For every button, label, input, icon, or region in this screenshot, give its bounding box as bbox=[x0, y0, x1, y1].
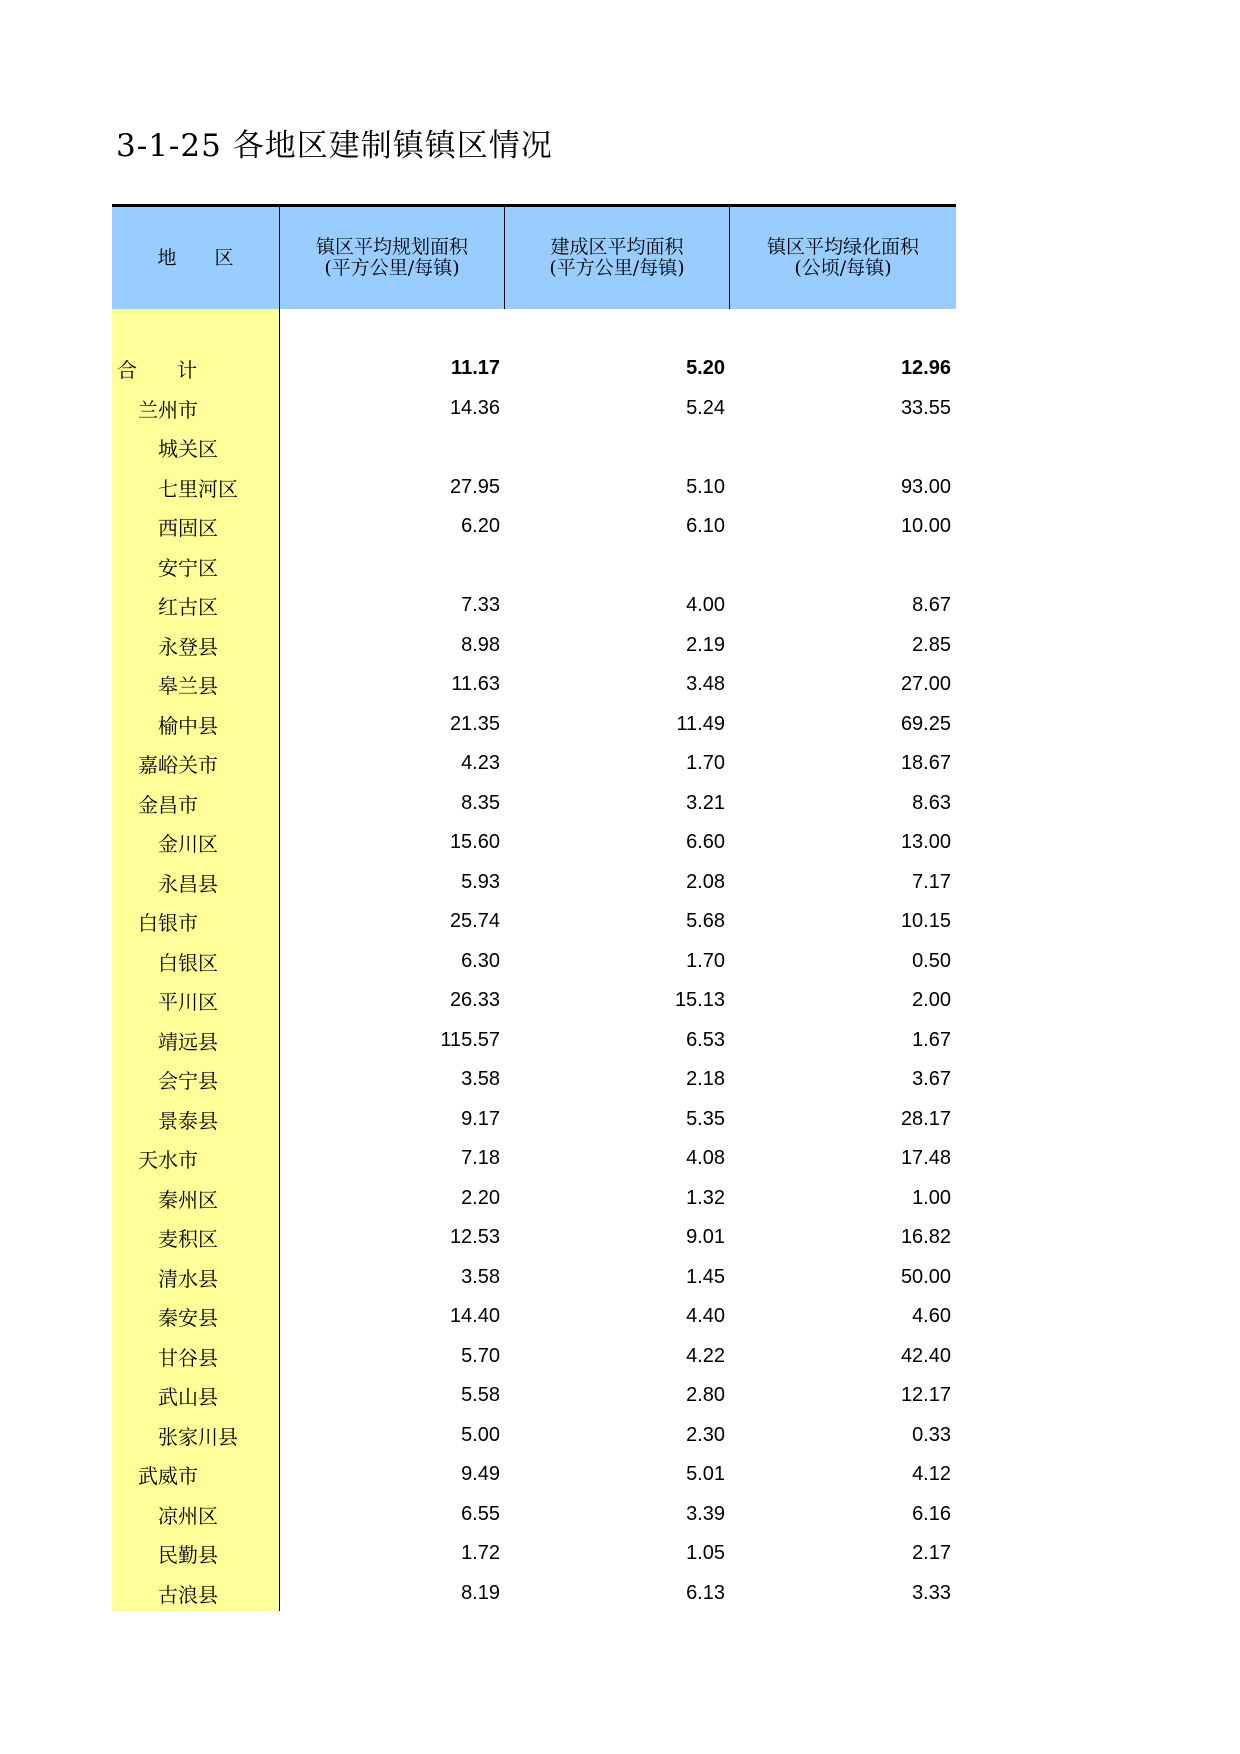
built-area-value: 5.10 bbox=[686, 475, 725, 498]
header-green-area bbox=[730, 207, 956, 309]
header-region-label: 地 区 bbox=[157, 246, 234, 269]
table-row bbox=[112, 863, 956, 903]
header-planned-area-line1: 镇区平均规划面积 bbox=[315, 236, 468, 258]
green-area-value: 10.15 bbox=[900, 910, 951, 933]
built-area-value: 3.39 bbox=[686, 1502, 725, 1525]
header-green-area-line2: (公顷/每镇) bbox=[794, 257, 892, 279]
planned-area-value: 7.18 bbox=[461, 1147, 500, 1170]
green-area-value: 12.96 bbox=[900, 357, 951, 380]
green-area-value: 8.67 bbox=[912, 594, 951, 617]
table-row bbox=[112, 981, 956, 1021]
green-area-value: 0.33 bbox=[912, 1423, 951, 1446]
header-planned-area bbox=[280, 207, 505, 309]
planned-area-value: 14.40 bbox=[449, 1305, 500, 1328]
built-area-value: 4.40 bbox=[686, 1305, 725, 1328]
planned-area-value: 11.63 bbox=[451, 673, 500, 696]
built-area-value: 1.05 bbox=[686, 1542, 725, 1565]
built-area-value: 2.18 bbox=[686, 1068, 725, 1091]
table-row bbox=[112, 1416, 956, 1456]
table-row bbox=[112, 1297, 956, 1337]
region-name: 清水县 bbox=[158, 1266, 218, 1291]
planned-area-value: 5.70 bbox=[461, 1344, 500, 1367]
region-name: 甘谷县 bbox=[158, 1345, 218, 1370]
region-name: 嘉峪关市 bbox=[138, 753, 218, 778]
region-name: 永昌县 bbox=[158, 871, 218, 896]
region-name: 会宁县 bbox=[158, 1069, 218, 1094]
region-name: 安宁区 bbox=[158, 555, 218, 580]
planned-area-value: 8.98 bbox=[461, 633, 500, 656]
planned-area-value: 12.53 bbox=[449, 1226, 500, 1249]
green-area-value: 42.40 bbox=[900, 1344, 951, 1367]
table-row bbox=[112, 1060, 956, 1100]
region-name: 张家川县 bbox=[158, 1424, 238, 1449]
planned-area-value: 8.35 bbox=[461, 791, 500, 814]
table-row bbox=[112, 784, 956, 824]
table-row bbox=[112, 428, 956, 468]
region-name: 民勤县 bbox=[158, 1543, 218, 1568]
planned-area-value: 8.19 bbox=[461, 1581, 500, 1604]
green-area-value: 2.85 bbox=[912, 633, 951, 656]
green-area-value: 18.67 bbox=[900, 752, 951, 775]
built-area-value: 4.22 bbox=[686, 1344, 725, 1367]
region-name: 秦安县 bbox=[158, 1306, 218, 1331]
table-row bbox=[112, 1100, 956, 1140]
planned-area-value: 15.60 bbox=[449, 831, 500, 854]
planned-area-value: 14.36 bbox=[449, 396, 500, 419]
region-name: 平川区 bbox=[158, 990, 218, 1015]
built-area-value: 2.08 bbox=[686, 870, 725, 893]
table-row bbox=[112, 705, 956, 745]
planned-area-value: 5.00 bbox=[461, 1423, 500, 1446]
built-area-value: 3.48 bbox=[686, 673, 725, 696]
green-area-value: 3.67 bbox=[912, 1068, 951, 1091]
table-row bbox=[112, 1337, 956, 1377]
green-area-value: 93.00 bbox=[900, 475, 951, 498]
region-name: 景泰县 bbox=[158, 1108, 218, 1133]
region-name: 金昌市 bbox=[138, 792, 198, 817]
region-name: 西固区 bbox=[158, 516, 218, 541]
table-row bbox=[112, 1139, 956, 1179]
planned-area-value: 1.72 bbox=[461, 1542, 500, 1565]
built-area-value: 1.32 bbox=[686, 1186, 725, 1209]
page-title: 3-1-25 各地区建制镇镇区情况 bbox=[116, 128, 553, 164]
green-area-value: 2.17 bbox=[912, 1542, 951, 1565]
green-area-value: 10.00 bbox=[900, 515, 951, 538]
green-area-value: 12.17 bbox=[900, 1384, 951, 1407]
green-area-value: 6.16 bbox=[912, 1502, 951, 1525]
table-row bbox=[112, 1258, 956, 1298]
green-area-value: 69.25 bbox=[900, 712, 951, 735]
table-row bbox=[112, 1574, 956, 1614]
table-row bbox=[112, 468, 956, 508]
table-row bbox=[112, 349, 956, 389]
planned-area-value: 25.74 bbox=[449, 910, 500, 933]
built-area-value: 6.60 bbox=[686, 831, 725, 854]
green-area-value: 1.67 bbox=[912, 1028, 951, 1051]
built-area-value: 6.53 bbox=[686, 1028, 725, 1051]
green-area-value: 17.48 bbox=[900, 1147, 951, 1170]
table-body bbox=[112, 349, 956, 1613]
built-area-value: 4.00 bbox=[686, 594, 725, 617]
header-built-area-line1: 建成区平均面积 bbox=[550, 236, 684, 258]
region-name: 秦州区 bbox=[158, 1187, 218, 1212]
region-name: 兰州市 bbox=[138, 397, 198, 422]
table-row bbox=[112, 823, 956, 863]
table-row bbox=[112, 1376, 956, 1416]
built-area-value: 4.08 bbox=[686, 1147, 725, 1170]
table-row bbox=[112, 1179, 956, 1219]
table-row bbox=[112, 547, 956, 587]
built-area-value: 1.70 bbox=[686, 752, 725, 775]
table-row bbox=[112, 1495, 956, 1535]
planned-area-value: 4.23 bbox=[461, 752, 500, 775]
built-area-value: 3.21 bbox=[686, 791, 725, 814]
planned-area-value: 9.17 bbox=[461, 1107, 500, 1130]
table-row bbox=[112, 665, 956, 705]
planned-area-value: 26.33 bbox=[449, 989, 500, 1012]
header-built-area-line2: (平方公里/每镇) bbox=[549, 257, 685, 279]
region-name: 武威市 bbox=[138, 1464, 198, 1489]
table-row bbox=[112, 902, 956, 942]
region-name: 靖远县 bbox=[158, 1029, 218, 1054]
table-row bbox=[112, 1455, 956, 1495]
built-area-value: 6.13 bbox=[686, 1581, 725, 1604]
built-area-value: 6.10 bbox=[686, 515, 725, 538]
planned-area-value: 3.58 bbox=[461, 1068, 500, 1091]
region-name: 红古区 bbox=[158, 595, 218, 620]
region-name: 皋兰县 bbox=[158, 674, 218, 699]
green-area-value: 27.00 bbox=[900, 673, 951, 696]
header-green-area-line1: 镇区平均绿化面积 bbox=[766, 236, 919, 258]
green-area-value: 8.63 bbox=[912, 791, 951, 814]
region-name: 合 计 bbox=[117, 358, 197, 383]
region-name: 城关区 bbox=[158, 437, 218, 462]
region-name: 天水市 bbox=[138, 1148, 198, 1173]
header-region bbox=[112, 207, 280, 309]
region-name: 七里河区 bbox=[158, 476, 238, 501]
built-area-value: 2.80 bbox=[686, 1384, 725, 1407]
green-area-value: 4.12 bbox=[912, 1463, 951, 1486]
planned-area-value: 5.93 bbox=[461, 870, 500, 893]
table-row bbox=[112, 586, 956, 626]
table-row bbox=[112, 389, 956, 429]
table-row bbox=[112, 1218, 956, 1258]
table-row bbox=[112, 626, 956, 666]
table-row bbox=[112, 942, 956, 982]
table-row bbox=[112, 507, 956, 547]
green-area-value: 2.00 bbox=[912, 989, 951, 1012]
built-area-value: 5.68 bbox=[686, 910, 725, 933]
green-area-value: 3.33 bbox=[912, 1581, 951, 1604]
built-area-value: 2.19 bbox=[686, 633, 725, 656]
built-area-value: 11.49 bbox=[676, 712, 725, 735]
region-name: 白银市 bbox=[138, 911, 198, 936]
region-name: 麦积区 bbox=[158, 1227, 218, 1252]
planned-area-value: 6.30 bbox=[461, 949, 500, 972]
table-header bbox=[112, 207, 956, 309]
built-area-value: 5.20 bbox=[686, 357, 725, 380]
built-area-value: 9.01 bbox=[686, 1226, 725, 1249]
green-area-value: 7.17 bbox=[912, 870, 951, 893]
region-name: 武山县 bbox=[158, 1385, 218, 1410]
green-area-value: 50.00 bbox=[900, 1265, 951, 1288]
region-name: 凉州区 bbox=[158, 1503, 218, 1528]
planned-area-value: 5.58 bbox=[461, 1384, 500, 1407]
built-area-value: 2.30 bbox=[686, 1423, 725, 1446]
table-row bbox=[112, 1021, 956, 1061]
green-area-value: 33.55 bbox=[900, 396, 951, 419]
table-row bbox=[112, 744, 956, 784]
built-area-value: 5.35 bbox=[686, 1107, 725, 1130]
planned-area-value: 11.17 bbox=[451, 357, 500, 380]
green-area-value: 16.82 bbox=[900, 1226, 951, 1249]
region-name: 金川区 bbox=[158, 832, 218, 857]
built-area-value: 5.24 bbox=[686, 396, 725, 419]
header-built-area bbox=[505, 207, 730, 309]
region-name: 永登县 bbox=[158, 634, 218, 659]
planned-area-value: 115.57 bbox=[440, 1028, 500, 1051]
planned-area-value: 3.58 bbox=[461, 1265, 500, 1288]
header-planned-area-line2: (平方公里/每镇) bbox=[324, 257, 460, 279]
built-area-value: 1.45 bbox=[686, 1265, 725, 1288]
green-area-value: 13.00 bbox=[900, 831, 951, 854]
region-name: 白银区 bbox=[158, 950, 218, 975]
planned-area-value: 6.20 bbox=[461, 515, 500, 538]
region-name: 榆中县 bbox=[158, 713, 218, 738]
built-area-value: 5.01 bbox=[686, 1463, 725, 1486]
built-area-value: 1.70 bbox=[686, 949, 725, 972]
built-area-value: 15.13 bbox=[674, 989, 725, 1012]
region-name: 古浪县 bbox=[158, 1582, 218, 1607]
planned-area-value: 27.95 bbox=[449, 475, 500, 498]
table-row bbox=[112, 1534, 956, 1574]
green-area-value: 0.50 bbox=[912, 949, 951, 972]
planned-area-value: 9.49 bbox=[461, 1463, 500, 1486]
planned-area-value: 6.55 bbox=[461, 1502, 500, 1525]
planned-area-value: 21.35 bbox=[449, 712, 500, 735]
green-area-value: 28.17 bbox=[900, 1107, 951, 1130]
planned-area-value: 7.33 bbox=[461, 594, 500, 617]
planned-area-value: 2.20 bbox=[461, 1186, 500, 1209]
green-area-value: 4.60 bbox=[912, 1305, 951, 1328]
green-area-value: 1.00 bbox=[912, 1186, 951, 1209]
